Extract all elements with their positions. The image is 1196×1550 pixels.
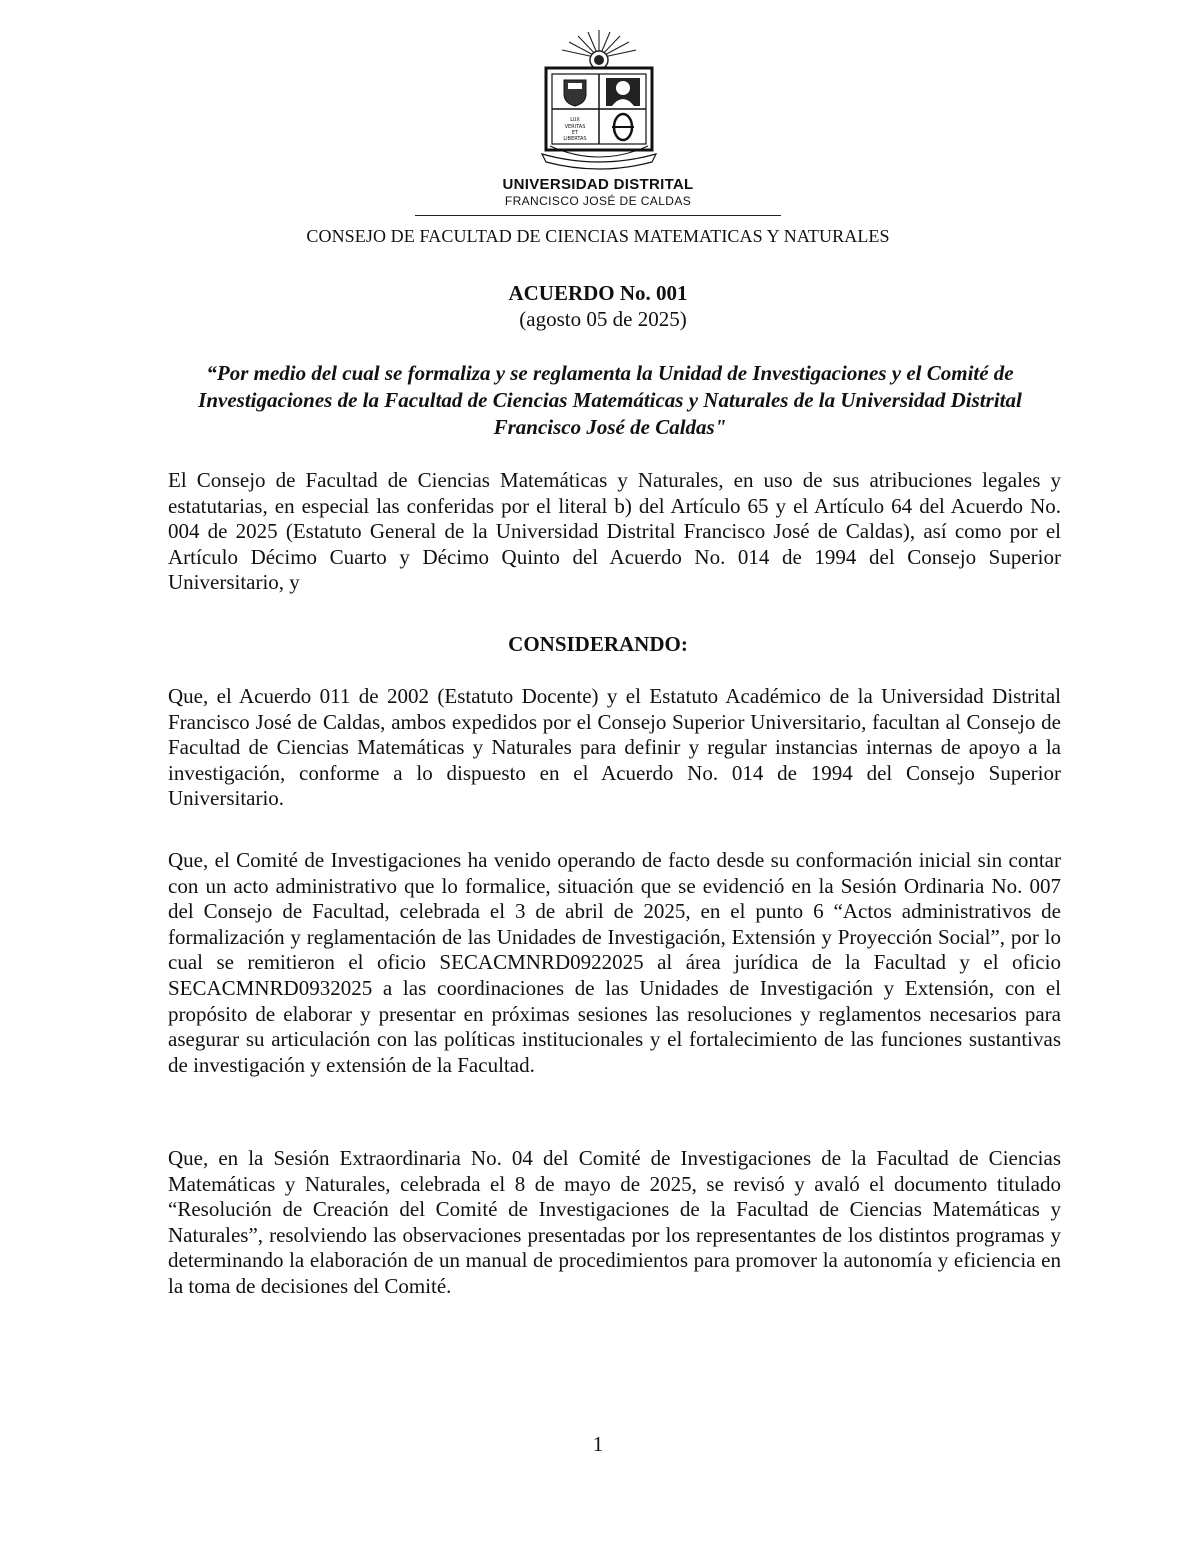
svg-text:LUX: LUX: [570, 117, 580, 123]
document-title: ACUERDO No. 001: [508, 281, 688, 305]
university-name: UNIVERSIDAD DISTRITAL: [502, 176, 694, 193]
header-divider: [415, 215, 781, 216]
intro-paragraph: El Consejo de Facultad de Ciencias Matemáticas y Naturales, en uso de sus atribuciones legales y estatutarias, en especial las conferidas por el literal b) del Artículo 65 y el Artículo 64 del Acuerdo No. 004 de 2025 (Estatuto General de la Universidad Distrital Francisco José de Caldas), así como por el Artículo Décimo Cuarto y Décimo Quinto del Acuerdo No. 014 de 1994 del Consejo Superior Universitario, y: [168, 468, 1061, 595]
considerando-paragraph-2: Que, el Comité de Investigaciones ha venido operando de facto desde su conformación inicial sin contar con un acto administrativo que lo formalice, situación que se evidenció en la Sesión Ordinaria No. 007 del Consejo de Facultad, celebrada el 3 de abril de 2025, en el punto 6 “Actos administrativos de formalización y reglamentación de las Unidades de Investigación, Extensión y Proyección Social”, por lo cual se remitieron el oficio SECACMNRD0922025 al área jurídica de la Facultad y el oficio SECACMNRD0932025 a las coordinaciones de las Unidades de Investigación y Extensión, con el propósito de elaborar y presentar en próximas sesiones las resoluciones y reglamentos necesarios para asegurar su articulación con las políticas institucionales y el fortalecimiento de las funciones sustantivas de investigación y extensión de la Facultad.: [168, 848, 1061, 1077]
considerando-paragraph-1: Que, el Acuerdo 011 de 2002 (Estatuto Docente) y el Estatuto Académico de la Universidad Distrital Francisco José de Caldas, ambos expedidos por el Consejo Superior Universitario, facultan al Consejo de Facultad de Ciencias Matemáticas y Naturales para definir y regular instancias internas de apoyo a la investigación, conforme a lo dispuesto en el Acuerdo No. 014 de 1994 del Consejo Superior Universitario.: [168, 684, 1061, 811]
page-number: 1: [592, 1432, 604, 1456]
svg-text:ET: ET: [571, 130, 579, 136]
svg-text:VERITAS: VERITAS: [564, 124, 586, 130]
considerando-heading: CONSIDERANDO:: [508, 632, 688, 656]
university-seal-logo: [528, 28, 670, 170]
council-heading: CONSEJO DE FACULTAD DE CIENCIAS MATEMATICAS Y NATURALES: [306, 226, 890, 246]
university-subtitle: FRANCISCO JOSÉ DE CALDAS: [504, 194, 692, 208]
svg-text:LIBERTAS: LIBERTAS: [563, 136, 587, 142]
document-subject: “Por medio del cual se formaliza y se reglamenta la Unidad de Investigaciones y el Comité de Investigaciones de la Facultad de Ciencias Matemáticas y Naturales de la Universidad Distrital Francisco José de Caldas": [198, 361, 1022, 439]
document-date: (agosto 05 de 2025): [519, 307, 687, 331]
considerando-paragraph-3: Que, en la Sesión Extraordinaria No. 04 del Comité de Investigaciones de la Facultad de Ciencias Matemáticas y Naturales, celebrada el 8 de mayo de 2025, se revisó y avaló el documento titulado “Resolución de Creación del Comité de Investigaciones de la Facultad de Ciencias Matemáticas y Naturales”, resolviendo las observaciones presentadas por los representantes de los distintos programas y determinando la elaboración de un manual de procedimientos para promover la autonomía y eficiencia en la toma de decisiones del Comité.: [168, 1146, 1061, 1298]
